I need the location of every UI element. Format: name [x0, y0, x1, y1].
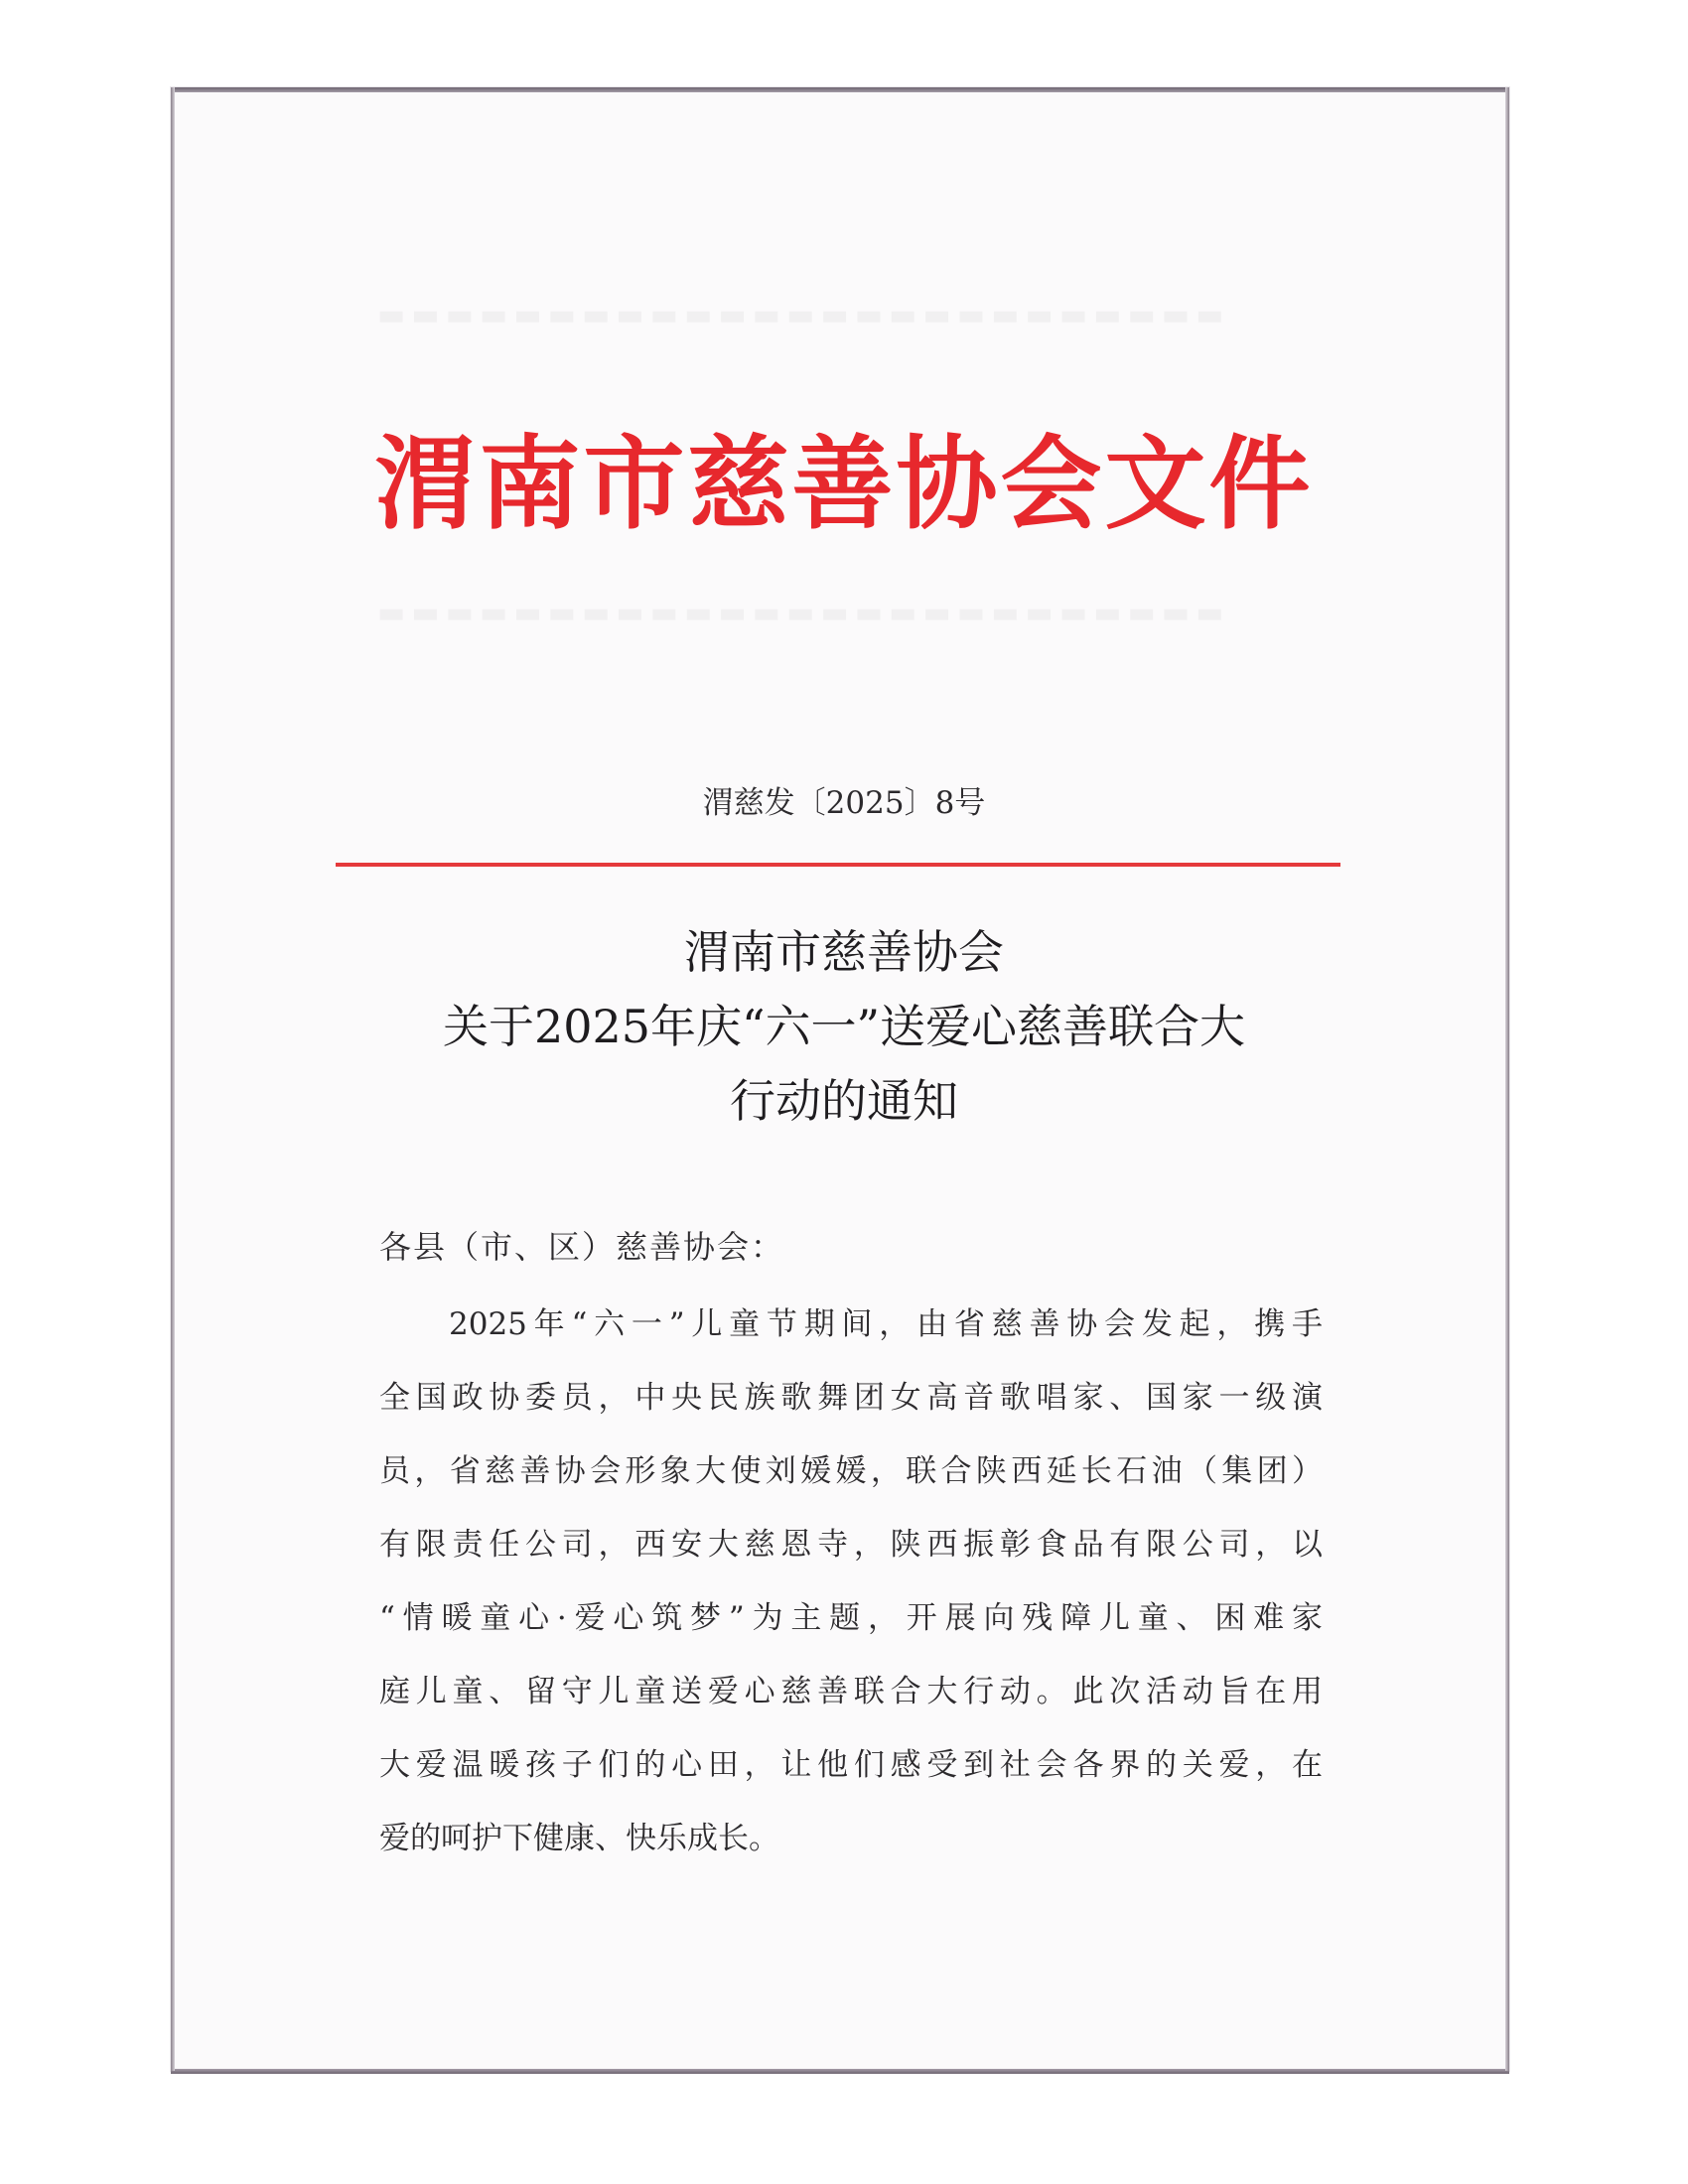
body-line: 全国政协委员，中央民族歌舞团女高音歌唱家、国家一级演 [379, 1380, 1323, 1416]
document-title [367, 915, 1321, 1139]
salutation: 各县（市、区）慈善协会： [379, 1228, 785, 1266]
page-edge-top [171, 87, 1509, 92]
show-through-texture: ▬▬▬▬▬▬▬▬▬▬▬▬▬▬▬▬▬▬▬▬▬▬▬▬▬ [377, 596, 1230, 630]
body-line: 有限责任公司，西安大慈恩寺，陕西振彰食品有限公司，以 [379, 1527, 1323, 1563]
page-edge-left [171, 87, 175, 2071]
show-through-texture: ▬▬▬▬▬▬▬▬▬▬▬▬▬▬▬▬▬▬▬▬▬▬▬▬▬ [377, 298, 1230, 333]
page-edge-right [1505, 87, 1509, 2071]
body-line: 大爱温暖孩子们的心田，让他们感受到社会各界的关爱，在 [379, 1747, 1323, 1783]
title-line-3: 行动的通知 [730, 1074, 958, 1128]
document-number: 渭慈发〔2025〕8号 [702, 785, 986, 821]
body-line: 庭儿童、留守儿童送爱心慈善联合大行动。此次活动旨在用 [379, 1674, 1323, 1709]
body-line: 爱的呵护下健康、快乐成长。 [379, 1821, 779, 1856]
red-divider-line [336, 863, 1340, 867]
title-line-1: 渭南市慈善协会 [684, 925, 1004, 979]
body-line: “情暖童心·爱心筑梦”为主题，开展向残障儿童、困难家 [379, 1600, 1323, 1636]
body-line: 2025年“六一”儿童节期间，由省慈善协会发起，携手 [449, 1306, 1323, 1342]
page-edge-bottom [171, 2069, 1509, 2074]
body-line: 员，省慈善协会形象大使刘媛媛，联合陕西延长石油（集团） [379, 1453, 1323, 1489]
title-line-2: 关于2025年庆“六一”送爱心慈善联合大 [442, 1000, 1246, 1053]
body-paragraph [379, 1288, 1323, 1875]
red-header-title: 渭南市慈善协会文件 [374, 425, 1314, 544]
